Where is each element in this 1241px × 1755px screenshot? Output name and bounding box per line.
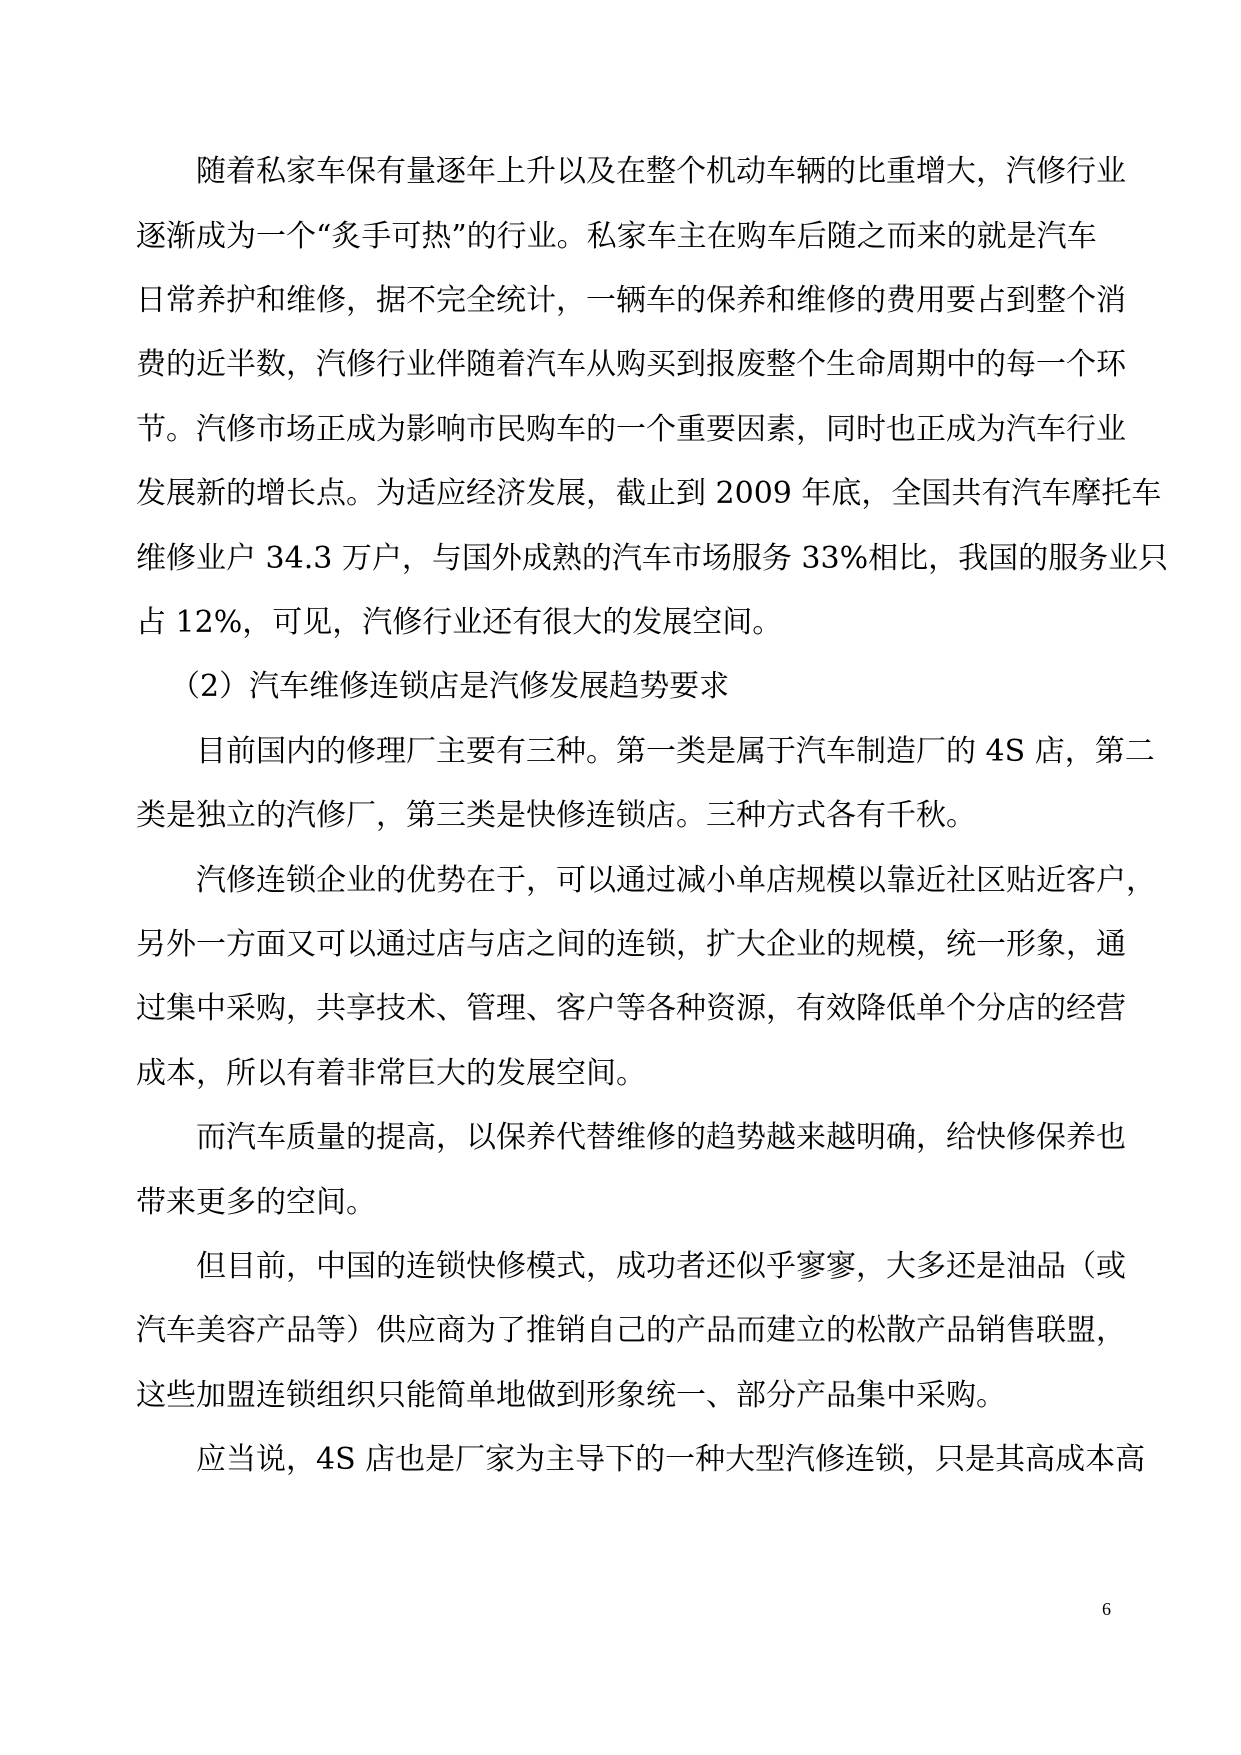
text-line: 成本，所以有着非常巨大的发展空间。 — [136, 1056, 646, 1091]
text-line: 费的近半数，汽修行业伴随着汽车从购买到报废整个生命周期中的每一个环 — [136, 347, 1126, 382]
text-line: 另外一方面又可以通过店与店之间的连锁，扩大企业的规模，统一形象，通 — [136, 927, 1126, 962]
text-line: 带来更多的空间。 — [136, 1185, 376, 1220]
text-line: 而汽车质量的提高，以保养代替维修的趋势越来越明确，给快修保养也 — [196, 1120, 1126, 1155]
text-line: 类是独立的汽修厂，第三类是快修连锁店。三种方式各有千秋。 — [136, 798, 976, 833]
text-line: 这些加盟连锁组织只能简单地做到形象统一、部分产品集中采购。 — [136, 1378, 1006, 1413]
page-number: 6 — [1102, 1599, 1111, 1619]
text-line: 目前国内的修理厂主要有三种。第一类是属于汽车制造厂的 4S 店，第二 — [196, 734, 1155, 769]
section-heading: （2）汽车维修连锁店是汽修发展趋势要求 — [170, 669, 730, 704]
text-line: 节。汽修市场正成为影响市民购车的一个重要因素，同时也正成为汽车行业 — [136, 412, 1126, 447]
text-line: 占 12%，可见，汽修行业还有很大的发展空间。 — [136, 605, 783, 640]
text-line: 应当说，4S 店也是厂家为主导下的一种大型汽修连锁，只是其高成本高 — [196, 1442, 1146, 1477]
text-line: 随着私家车保有量逐年上升以及在整个机动车辆的比重增大，汽修行业 — [196, 154, 1126, 189]
text-line: 汽修连锁企业的优势在于，可以通过减小单店规模以靠近社区贴近客户， — [196, 863, 1156, 898]
text-line: 汽车美容产品等）供应商为了推销自己的产品而建立的松散产品销售联盟， — [136, 1313, 1126, 1348]
text-line: 发展新的增长点。为适应经济发展，截止到 2009 年底，全国共有汽车摩托车 — [136, 476, 1162, 511]
text-line: 日常养护和维修，据不完全统计，一辆车的保养和维修的费用要占到整个消 — [136, 283, 1126, 318]
text-line: 过集中采购，共享技术、管理、客户等各种资源，有效降低单个分店的经营 — [136, 991, 1126, 1026]
text-line: 维修业户 34.3 万户，与国外成熟的汽车市场服务 33%相比，我国的服务业只 — [136, 541, 1169, 576]
text-line: 但目前，中国的连锁快修模式，成功者还似乎寥寥，大多还是油品（或 — [196, 1249, 1126, 1284]
text-line: 逐渐成为一个“炙手可热”的行业。私家车主在购车后随之而来的就是汽车 — [136, 219, 1097, 254]
